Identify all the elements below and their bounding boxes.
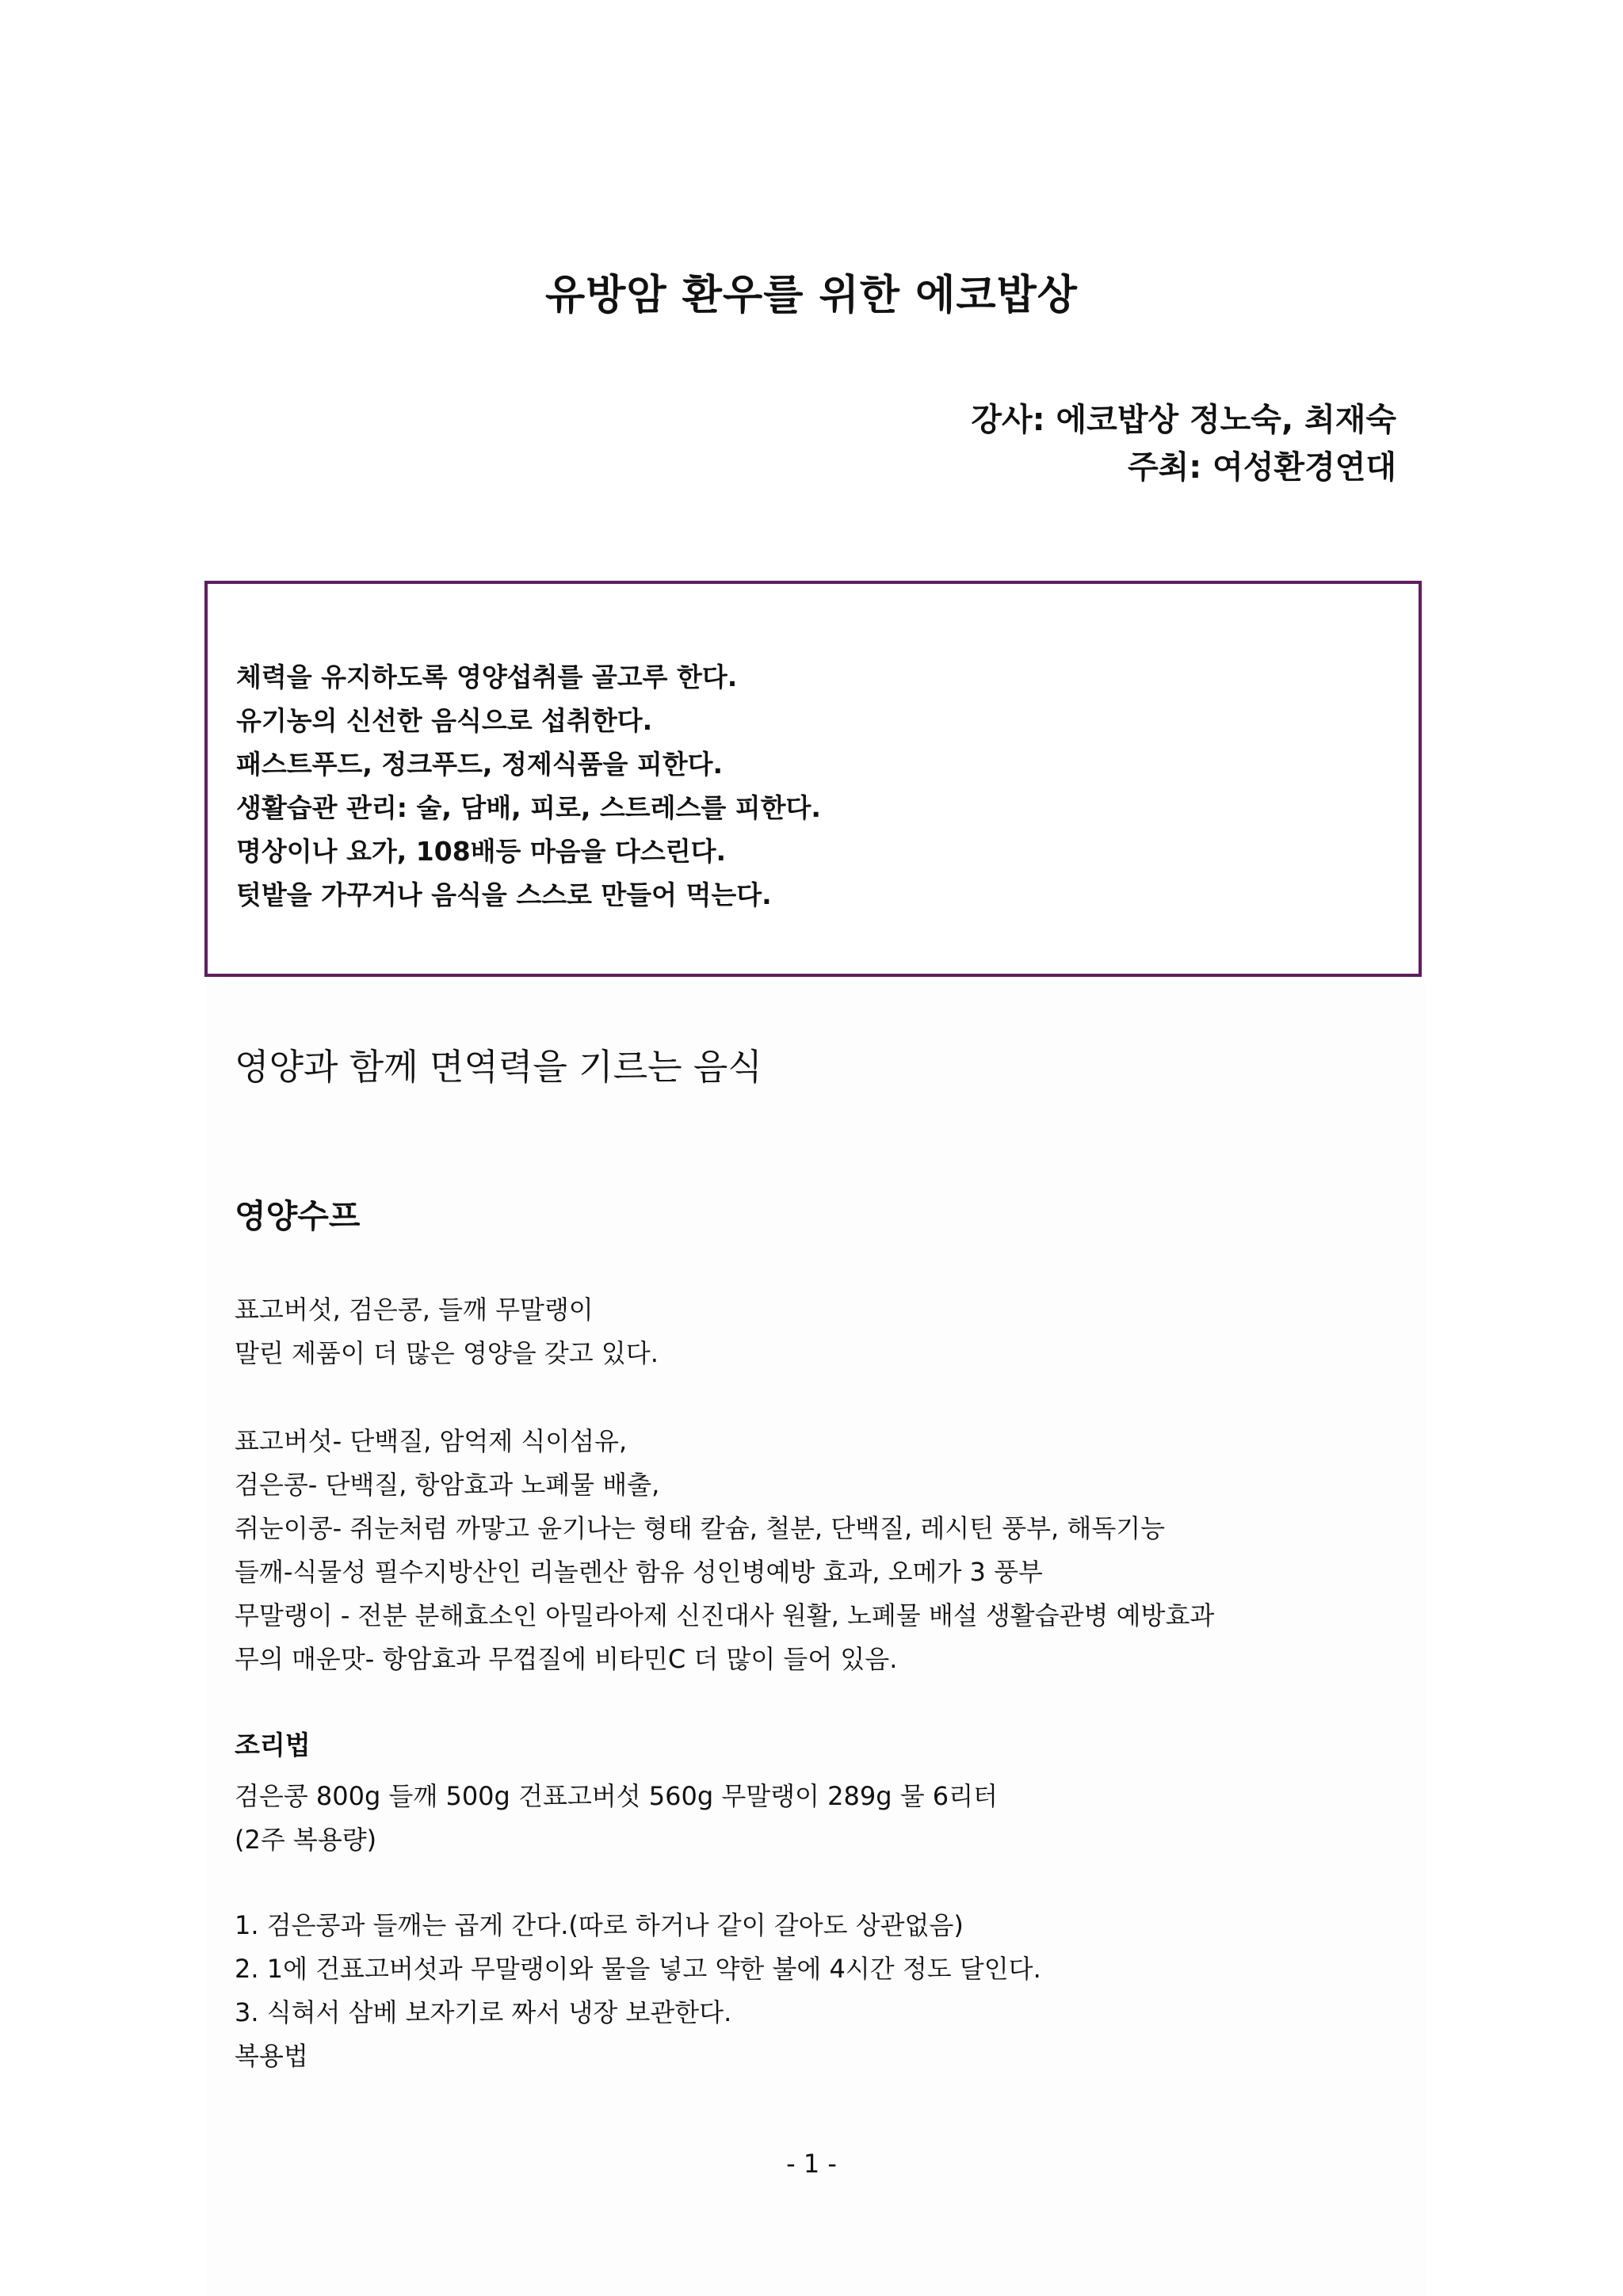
principle-item: 체력을 유지하도록 영양섭취를 골고루 한다.: [236, 662, 738, 692]
intro-line: 표고버섯, 검은콩, 들깨 무말랭이: [235, 1295, 594, 1325]
host-line: 주최: 여성환경연대: [1127, 449, 1396, 486]
recipe-ingredients: [235, 1775, 998, 1862]
principles-box: [204, 581, 1422, 977]
document-title: 유방암 환우를 위한 에코밥상: [544, 272, 1079, 319]
page-number: - 1 -: [786, 2149, 837, 2179]
instructor-line: 강사: 에코밥상 정노숙, 최재숙: [971, 402, 1396, 438]
recipe-steps: [235, 1904, 1041, 2078]
soup-benefits: [235, 1420, 1214, 1681]
recipe-heading: 조리법: [235, 1730, 311, 1760]
recipe-step: 1. 검은콩과 들깨는 곱게 간다.(따로 하거나 같이 갈아도 상관없음): [235, 1910, 964, 1940]
principle-item: 텃밭을 가꾸거나 음식을 스스로 만들어 먹는다.: [236, 879, 772, 910]
principle-item: 명상이나 요가, 108배등 마음을 다스린다.: [236, 836, 727, 867]
recipe-step: 3. 식혀서 삼베 보자기로 짜서 냉장 보관한다.: [235, 1997, 732, 2027]
benefit-line: 들깨-식물성 필수지방산인 리놀렌산 함유 성인병예방 효과, 오메가 3 풍부: [235, 1557, 1043, 1587]
recipe-step: 2. 1에 건표고버섯과 무말랭이와 물을 넣고 약한 불에 4시간 정도 달인다.: [235, 1954, 1041, 1984]
soup-intro: [235, 1288, 659, 1375]
quantity-note: (2주 복용량): [235, 1825, 377, 1855]
benefit-line: 무말랭이 - 전분 분해효소인 아밀라아제 신진대사 원활, 노폐물 배설 생활습관병 예방효과: [235, 1600, 1215, 1630]
credits: [971, 396, 1396, 491]
principle-item: 패스트푸드, 정크푸드, 정제식품을 피한다.: [236, 749, 724, 780]
benefit-line: 무의 매운맛- 항암효과 무껍질에 비타민C 더 많이 들어 있음.: [235, 1644, 898, 1674]
benefit-line: 표고버섯- 단백질, 암억제 식이섬유,: [235, 1426, 628, 1456]
soup-title: 영양수프: [235, 1197, 361, 1235]
principle-item: 생활습관 관리: 술, 담배, 피로, 스트레스를 피한다.: [236, 792, 821, 823]
benefit-line: 검은콩- 단백질, 항암효과 노폐물 배출,: [235, 1470, 660, 1500]
section-title: 영양과 함께 면역력을 기르는 음식: [235, 1046, 762, 1088]
intro-line: 말린 제품이 더 많은 영양을 갖고 있다.: [235, 1338, 659, 1368]
ingredients-line: 검은콩 800g 들깨 500g 건표고버섯 560g 무말랭이 289g 물 6리터: [235, 1781, 998, 1811]
principle-item: 유기농의 신선한 음식으로 섭취한다.: [236, 705, 653, 736]
dosage-heading: 복용법: [235, 2041, 308, 2071]
benefit-line: 쥐눈이콩- 쥐눈처럼 까맣고 윤기나는 형태 칼슘, 철분, 단백질, 레시틴 풍부, 해독기능: [235, 1513, 1166, 1543]
